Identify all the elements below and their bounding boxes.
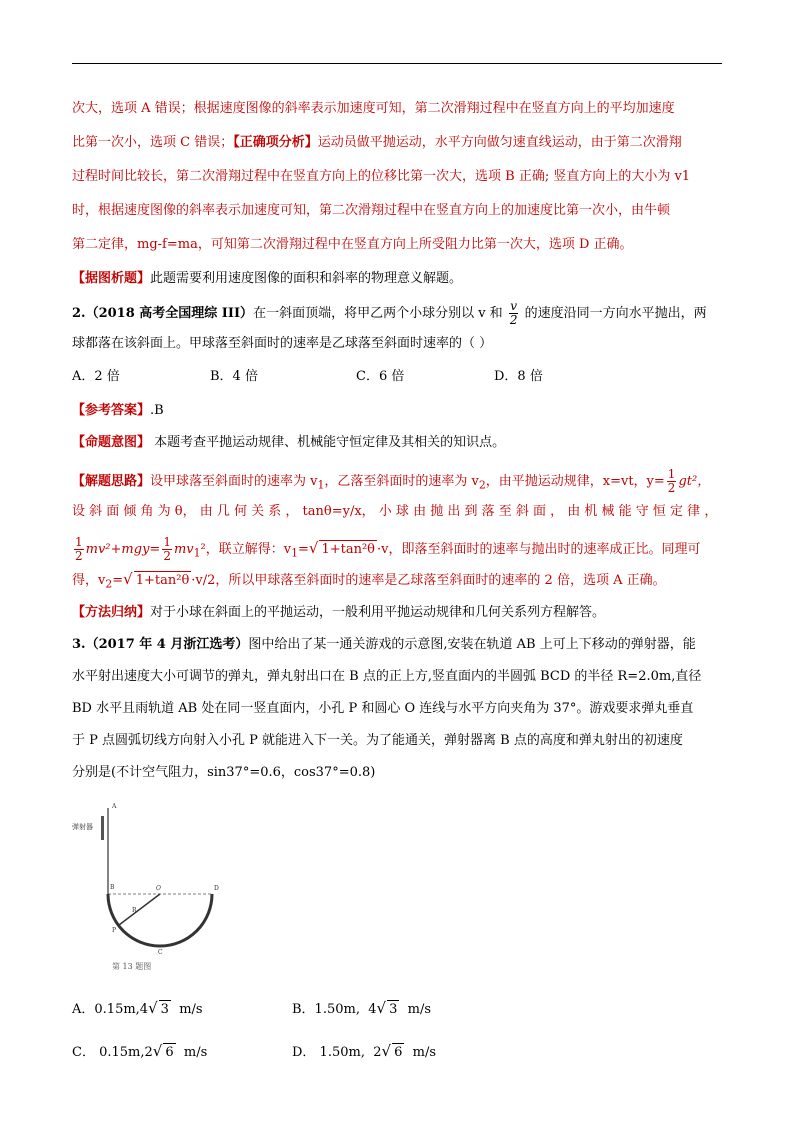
subscript: 2 xyxy=(105,577,113,591)
sqrt-icon: √ xyxy=(123,570,133,588)
q2-intent-line xyxy=(72,434,505,452)
idea-text: mv xyxy=(173,542,194,557)
q2-idea-line4 xyxy=(72,570,666,594)
fig-label-c: C xyxy=(158,949,163,956)
q3-number: 3. xyxy=(72,637,86,652)
option-text: D． 1.50m, xyxy=(292,1045,365,1060)
fig-label-shooter: 弹射器 xyxy=(72,823,93,831)
q2-stem-line2: 球都落在该斜面上。甲球落至斜面时的速率是乙球落至斜面时速率的（ ） xyxy=(72,336,493,351)
q2-option-b: B．4 倍 xyxy=(210,369,258,384)
q3-option-b xyxy=(292,999,431,1019)
subscript: 1 xyxy=(291,546,298,560)
fraction-numerator: v xyxy=(510,299,518,313)
fraction-denominator: 2 xyxy=(667,481,676,495)
fig-label-b: B xyxy=(110,884,115,891)
sqrt-icon: √ xyxy=(148,999,158,1017)
para1-line4: 时，根据速度图像的斜率表示加速度可知，第二次滑翔过程中在竖直方向上的加速度比第一次小，由牛顿 xyxy=(72,203,671,218)
q3-stem-line5: 分别是(不计空气阻力，sin37°=0.6，cos37°=0.8) xyxy=(72,765,376,780)
answer-label: 【参考答案】 xyxy=(72,403,151,418)
q2-stem-text: 在一斜面顶端，将甲乙两个小球分别以 v 和 xyxy=(253,306,503,321)
semicircle-arc xyxy=(108,894,212,946)
option-unit: m/s xyxy=(407,1002,432,1017)
q2-option-d: D．8 倍 xyxy=(494,369,543,384)
header-rule xyxy=(72,63,722,64)
q3-figure xyxy=(72,794,242,979)
idea-text: ，乙落至斜面时的速率为 v xyxy=(324,474,479,489)
q3-option-c xyxy=(72,1042,207,1062)
q3-stem-text: 图中给出了某一通关游戏的示意图,安装在轨道 AB 上可上下移动的弹射器，能 xyxy=(248,637,696,652)
idea-label: 【解题思路】 xyxy=(72,474,151,489)
q3-stem-line1 xyxy=(72,636,696,654)
option-unit: m/s xyxy=(183,1045,208,1060)
coefficient: 2 xyxy=(373,1045,382,1060)
para1-line1: 次大，选项 A 错误；根据速度图像的斜率表示加速度可知，第二次滑翔过程中在竖直方向上的平均加速度 xyxy=(72,101,675,116)
subscript: 1 xyxy=(317,478,325,492)
subscript: 2 xyxy=(478,478,486,492)
q3-source: （2017 年 4 月浙江选考） xyxy=(85,637,249,652)
para1-line6 xyxy=(72,270,462,288)
coefficient: 2 xyxy=(144,1045,153,1060)
q3-option-a xyxy=(72,999,203,1019)
fraction-denominator: 2 xyxy=(509,313,518,327)
idea-text: ，由平抛运动规律，x=vt，y= xyxy=(485,474,665,489)
fig-label-r: R xyxy=(132,907,137,914)
fraction-numerator: 1 xyxy=(667,467,676,481)
q2-option-a: A．2 倍 xyxy=(72,369,120,384)
q2-idea-line3 xyxy=(72,536,700,563)
idea-text: mv²+mgy= xyxy=(85,542,161,557)
sqrt-content: 1+tan²θ xyxy=(321,542,375,557)
idea-fraction xyxy=(667,468,677,495)
idea-fraction xyxy=(162,536,172,563)
shooter-icon xyxy=(101,816,104,840)
fig-label-d: D xyxy=(214,885,219,892)
sqrt-icon: √ xyxy=(152,1042,163,1060)
q2-source: （2018 高考全国理综 III） xyxy=(85,306,254,321)
coefficient: 4 xyxy=(368,1002,377,1017)
option-unit: m/s xyxy=(412,1045,437,1060)
q3-stem-line4: 于 P 点圆弧切线方向射入小孔 P 就能进入下一关。为了能通关，弹射器离 B 点的高度和弹丸射出的初速度 xyxy=(72,733,683,748)
q2-stem-line1 xyxy=(72,300,707,327)
fig-caption: 第 13 题图 xyxy=(112,962,152,971)
option-unit: m/s xyxy=(179,1002,203,1017)
method-label: 【方法归纳】 xyxy=(72,605,151,620)
para1-line5: 第二定律，mg-f=ma，可知第二次滑翔过程中在竖直方向上所受阻力比第一次大，选项 D 正确。 xyxy=(72,237,633,252)
idea-text: gt²， xyxy=(678,474,711,489)
sqrt-icon: √ xyxy=(376,999,387,1017)
sqrt-icon: √ xyxy=(381,1042,392,1060)
correct-analysis-label: 【正确项分析】 xyxy=(233,135,318,150)
idea-text: ·v/2，所以甲球落至斜面时的速率是乙球落至斜面时的速率的 2 倍，选项 A 正确。 xyxy=(191,573,666,588)
q2-stem-text: 的速度沿同一方向水平抛出，两 xyxy=(524,306,707,321)
fraction-numerator: 1 xyxy=(75,535,83,549)
q2-method-line xyxy=(72,604,605,622)
idea-text: 得，v xyxy=(72,573,106,588)
coefficient: 4 xyxy=(139,1002,149,1017)
intent-text: 本题考查平抛运动规律、机械能守恒定律及其相关的知识点。 xyxy=(150,435,506,450)
q2-idea-line2: 设 斜 面 倾 角 为 θ， 由 几 何 关 系 ， tanθ=y/x， 小 球 由 抛 出 到 落 至 斜 面 ， 由 机 械 能 守 恒 定 律 ， xyxy=(72,504,718,519)
option-text: C． 0.15m, xyxy=(72,1045,145,1060)
para1-line3: 过程时间比较长，第二次滑翔过程中在竖直方向上的位移比第一次大，选项 B 正确; 竖直方向上的大小为 v1 xyxy=(72,169,691,184)
graph-analysis-label: 【据图析题】 xyxy=(72,271,151,286)
sqrt-content: 6 xyxy=(394,1045,403,1060)
sqrt-content: 1+tan²θ xyxy=(135,573,190,588)
option-text: B．1.50m, xyxy=(292,1002,360,1017)
idea-text: ·v，即落至斜面时的速率与抛出时的速率成正比。同理可 xyxy=(377,542,701,557)
sqrt-content: 6 xyxy=(165,1045,174,1060)
q2-fraction xyxy=(509,300,519,327)
sqrt-content: 3 xyxy=(389,1002,398,1017)
fraction-denominator: 2 xyxy=(75,549,83,563)
q2-idea-line1 xyxy=(72,468,710,495)
subscript: 1 xyxy=(193,546,201,560)
q3-stem-line2: 水平射出速度大小可调节的弹丸，弹丸射出口在 B 点的正上方,竖直面内的半圆弧 BCD 的半径 R=2.0m,直径 xyxy=(72,669,702,684)
fig-label-a: A xyxy=(112,803,117,810)
q2-option-c: C．6 倍 xyxy=(356,369,405,384)
intent-label: 【命题意图】 xyxy=(72,435,151,450)
sqrt-icon: √ xyxy=(308,539,319,557)
q3-option-d xyxy=(292,1042,436,1062)
idea-text: = xyxy=(297,542,309,557)
q3-stem-line3: BD 水平且雨轨道 AB 处在同一竖直面内，小孔 P 和圆心 O 连线与水平方向夹角为 37°。游戏要求弹丸垂直 xyxy=(72,701,694,716)
idea-text: ²，联立解得：v xyxy=(200,542,292,557)
answer-value: .B xyxy=(150,403,164,418)
para1-line2 xyxy=(72,134,682,152)
para1-text: 比第一次小，选项 C 错误； xyxy=(72,135,234,150)
idea-text: 设甲球落至斜面时的速率为 v xyxy=(150,474,318,489)
para1-text: 运动员做平抛运动，水平方向做匀速直线运动，由于第二次滑翔 xyxy=(317,135,682,150)
fraction-numerator: 1 xyxy=(163,535,171,549)
idea-text: = xyxy=(112,573,124,588)
fig-label-p: P xyxy=(112,927,117,934)
q2-answer-line xyxy=(72,402,164,420)
method-text: 对于小球在斜面上的平抛运动，一般利用平抛运动规律和几何关系列方程解答。 xyxy=(150,605,606,620)
fraction-denominator: 2 xyxy=(163,549,171,563)
idea-fraction xyxy=(74,536,84,563)
fig-label-o: O xyxy=(156,885,161,892)
sqrt-content: 3 xyxy=(160,1002,169,1017)
q2-number: 2. xyxy=(72,306,86,321)
option-text: A．0.15m, xyxy=(72,1002,140,1017)
graph-analysis-text: 此题需要利用速度图像的面积和斜率的物理意义解题。 xyxy=(150,271,463,286)
radius-op xyxy=(119,894,160,925)
